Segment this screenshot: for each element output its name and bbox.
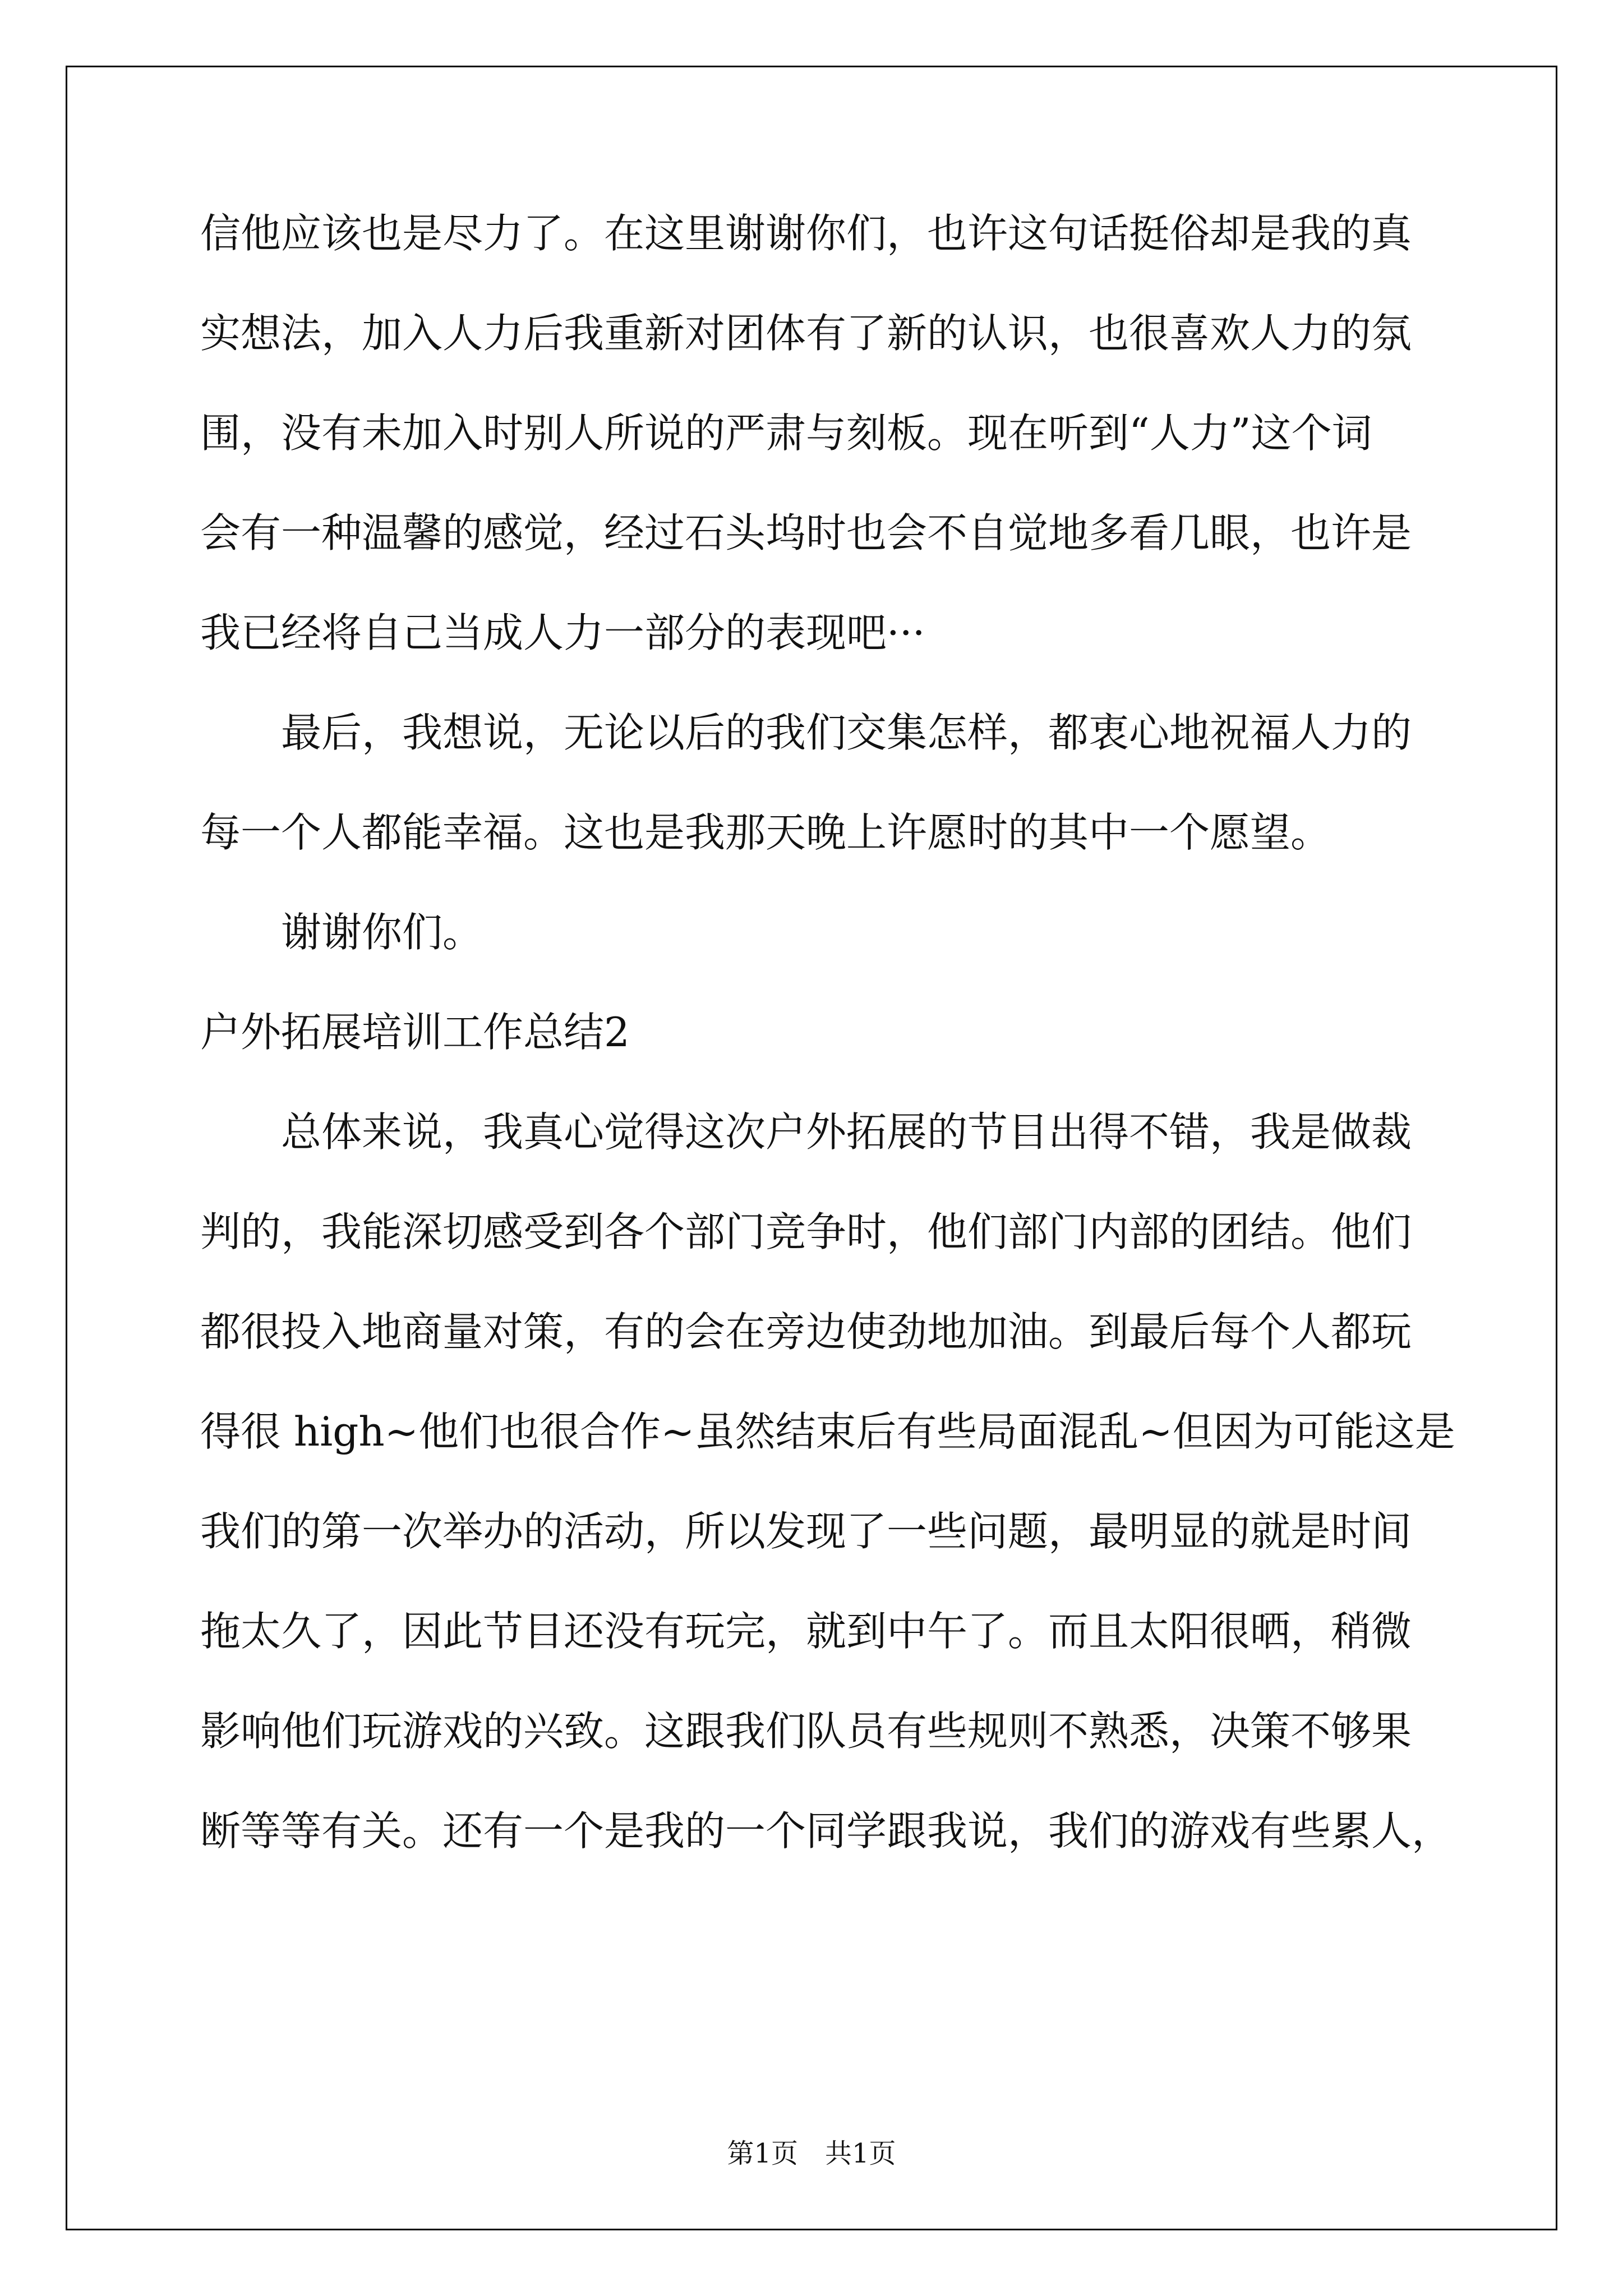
paragraph-start-line: 谢谢你们。 [281,909,483,956]
text-line: 判的，我能深切感受到各个部门竞争时，他们部门内部的团结。他们 [200,1208,1412,1255]
text-line: 都很投入地商量对策，有的会在旁边使劲地加油。到最后每个人都玩 [200,1308,1412,1355]
text-line: 得很 high~他们也很合作~虽然结束后有些局面混乱~但因为可能这是 [200,1408,1455,1455]
text-line: 围，没有未加入时别人所说的严肃与刻板。现在听到“人力”这个词 [200,409,1372,457]
text-line: 信他应该也是尽力了。在这里谢谢你们，也许这句话挺俗却是我的真 [200,210,1412,257]
text-line: 我已经将自己当成人力一部分的表现吧··· [200,609,925,656]
text-line: 影响他们玩游戏的兴致。这跟我们队员有些规则不熟悉，决策不够果 [200,1708,1412,1755]
paragraph-start-line: 最后，我想说，无论以后的我们交集怎样，都衷心地祝福人力的 [281,709,1412,756]
section-heading: 户外拓展培训工作总结2 [200,1009,630,1056]
page-footer: 第1页 共1页 [727,2138,896,2169]
paragraph-start-line: 总体来说，我真心觉得这次户外拓展的节目出得不错，我是做裁 [281,1108,1412,1156]
text-line: 我们的第一次举办的活动，所以发现了一些问题，最明显的就是时间 [200,1508,1412,1555]
text-line: 实想法，加入人力后我重新对团体有了新的认识，也很喜欢人力的氛 [200,310,1412,357]
text-line: 会有一种温馨的感觉，经过石头坞时也会不自觉地多看几眼，也许是 [200,509,1412,556]
text-line: 拖太久了，因此节目还没有玩完，就到中午了。而且太阳很晒，稍微 [200,1608,1412,1655]
text-line: 断等等有关。还有一个是我的一个同学跟我说，我们的游戏有些累人， [200,1807,1453,1855]
text-line: 每一个人都能幸福。这也是我那天晚上许愿时的其中一个愿望。 [200,809,1331,856]
